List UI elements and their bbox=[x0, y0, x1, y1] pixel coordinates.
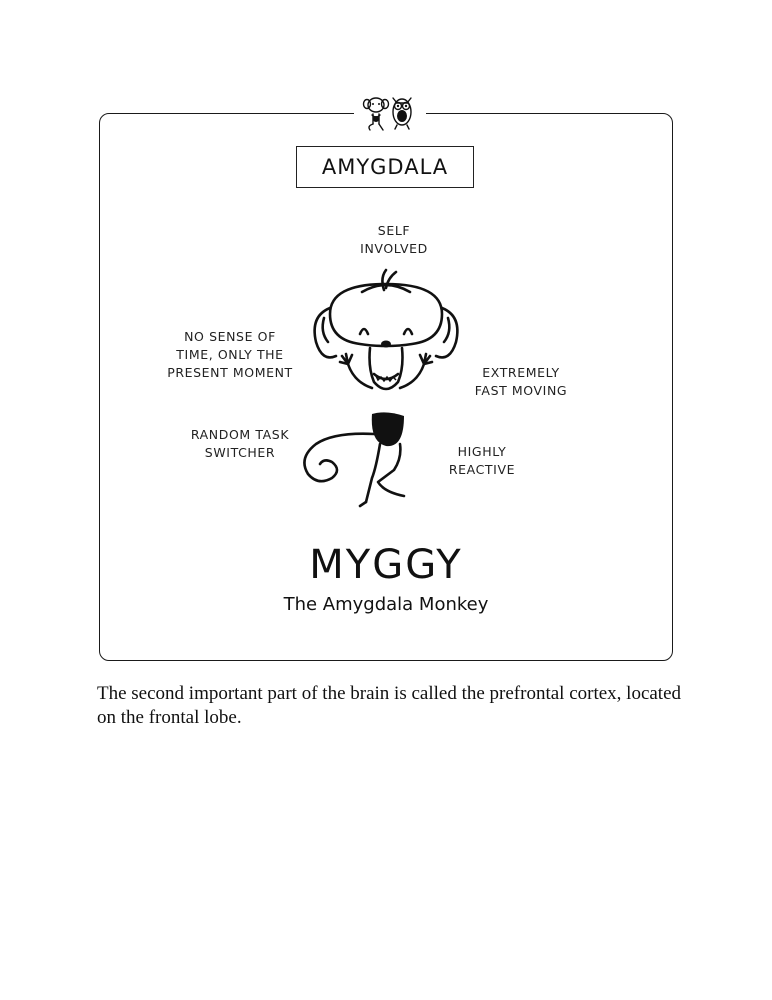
trait-highly-reactive: HIGHLY REACTIVE bbox=[448, 444, 516, 477]
myggy-monkey-illustration bbox=[300, 268, 472, 514]
character-subtitle: The Amygdala Monkey bbox=[283, 594, 489, 615]
trait-task-switcher: RANDOM TASK SWITCHER bbox=[190, 427, 290, 460]
body-paragraph: The second important part of the brain is called the prefrontal cortex, located on the frontal lobe. bbox=[97, 683, 682, 728]
monkey-owl-emblem-icon bbox=[359, 92, 419, 134]
trait-self-involved: SELF INVOLVED bbox=[360, 223, 428, 256]
amygdala-heading: AMYGDALA bbox=[296, 146, 474, 188]
trait-fast-moving: EXTREMELY FAST MOVING bbox=[474, 365, 568, 398]
character-name: MYGGY bbox=[309, 542, 463, 588]
trait-present-moment: NO SENSE OF TIME, ONLY THE PRESENT MOMENT bbox=[167, 329, 293, 380]
